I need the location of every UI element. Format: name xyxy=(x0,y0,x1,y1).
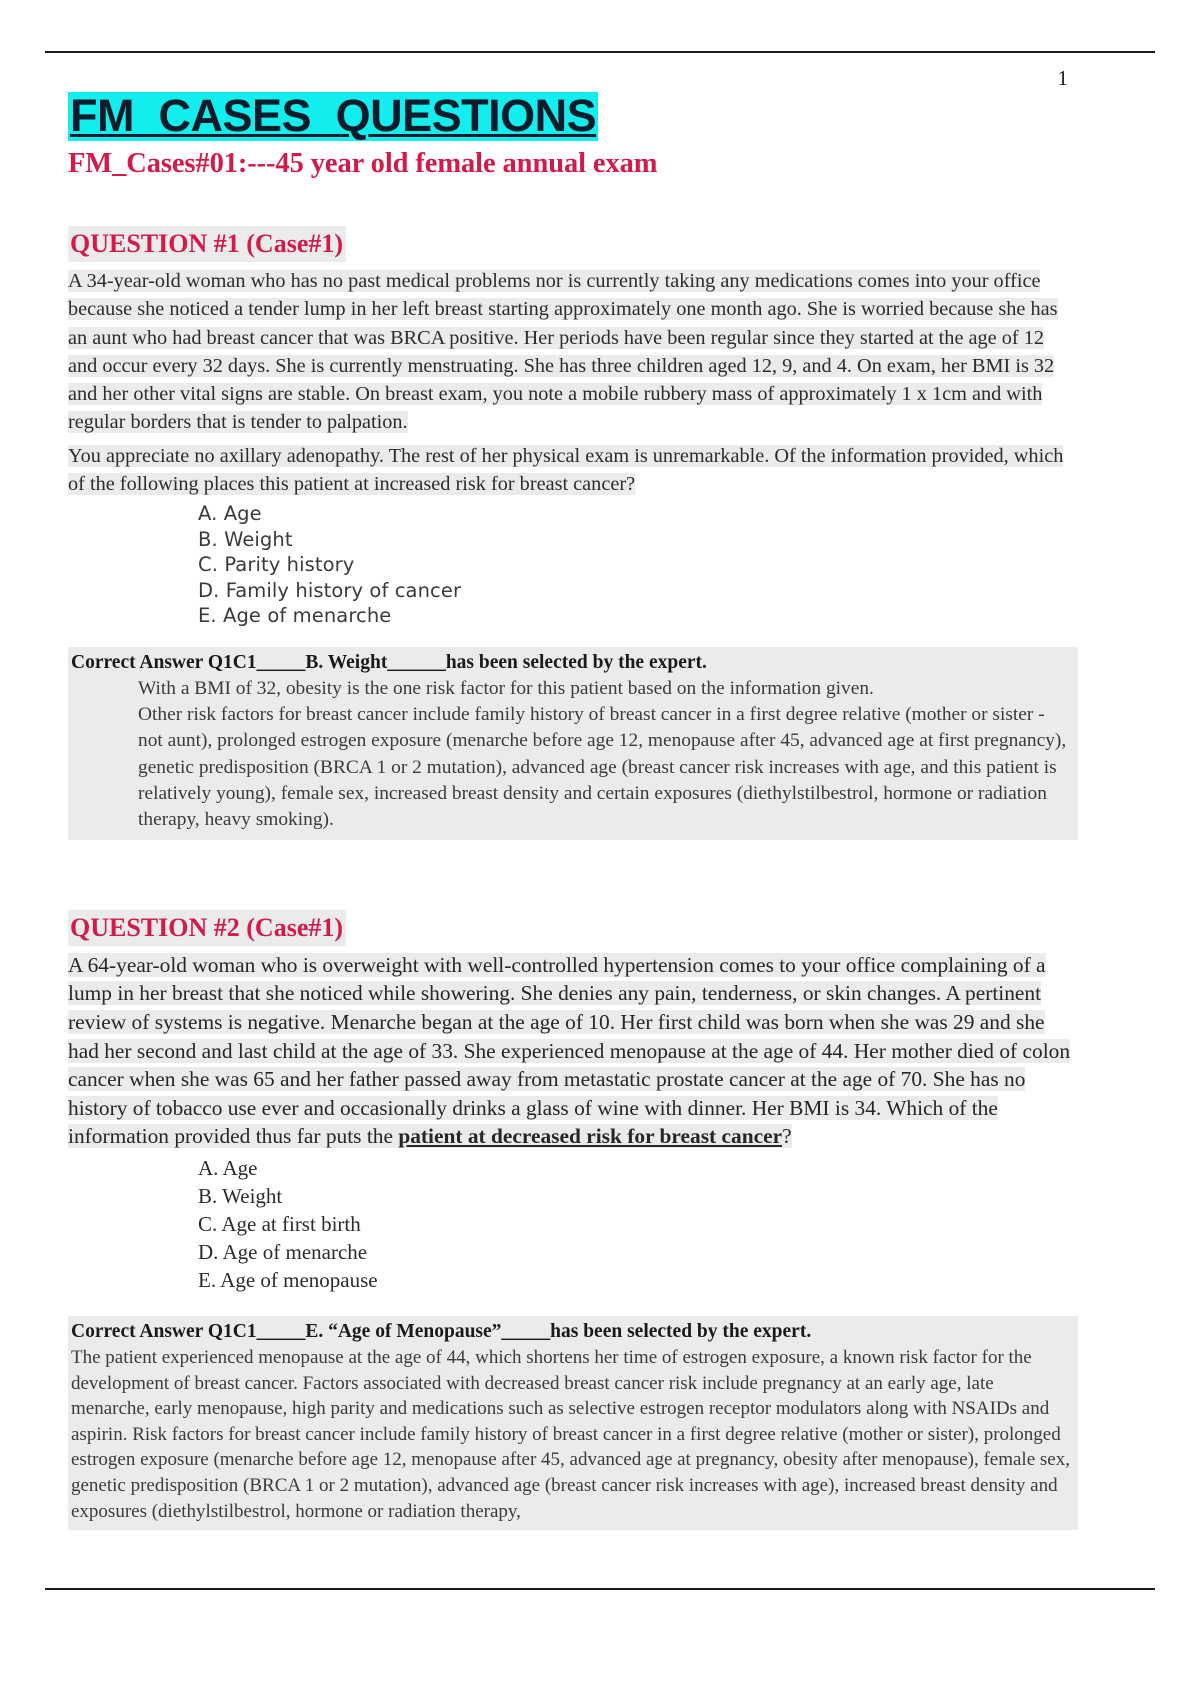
answer-choice: B. Weight xyxy=(305,651,388,673)
option-item[interactable]: C. Age at first birth xyxy=(198,1211,361,1236)
answer-choice: E. “Age of Menopause” xyxy=(305,1320,502,1342)
answer-suffix: has been selected by the expert. xyxy=(445,651,707,673)
question-2-heading: QUESTION #2 (Case#1) xyxy=(68,910,346,946)
question-2-heading-wrap xyxy=(68,910,1078,946)
question-2-answer-header xyxy=(70,1319,1074,1345)
question-2-stem-part1: A 64-year-old woman who is overweight with well-controlled hypertension comes to your office complaining of a lump in her breast that she noticed while showering. She denies any pain, tenderness, or skin changes. A pertinent review of systems is negative. Menarche began at the age of 10. Her first child was born when she was 29 and she had her second and last child at the age of 33. She experienced menopause at the age of 44. Her mother died of colon cancer when she was 65 and her father passed away from metastatic prostate cancer at the age of 70. She has no history of tobacco use ever and occasionally drinks a glass of wine with dinner. Her BMI is 34. Which of the information provided thus far puts the xyxy=(68,952,1071,1149)
question-1-answer-body xyxy=(70,676,1074,834)
question-2-answer-body xyxy=(70,1345,1074,1524)
option-item[interactable]: A. Age xyxy=(198,502,262,526)
question-2-stem xyxy=(68,951,1078,1151)
answer-blank: _____ xyxy=(256,1320,306,1342)
question-2-stem-part2: ? xyxy=(782,1124,792,1149)
answer-blank: _____ xyxy=(501,1320,551,1342)
answer-explanation-1: With a BMI of 32, obesity is the one risk factor for this patient based on the information given. xyxy=(138,677,874,699)
question-1-answer-header xyxy=(70,650,1074,676)
question-2-stem-emphasis: patient at decreased risk for breast cancer xyxy=(398,1124,783,1149)
question-1-stem-text: A 34-year-old woman who has no past medical problems nor is currently taking any medications comes into your office because she noticed a tender lump in her left breast starting approximately one month ago. She is worried because she has an aunt who had breast cancer that was BRCA positive. Her periods have been regular since they started at the age of 12 and occur every 32 days. She is currently menstruating. She has three children aged 12, 9, and 4. On exam, her BMI is 32 and her other vital signs are stable. On breast exam, you note a mobile rubbery mass of approximately 1 x 1cm and with regular borders that is tender to palpation. xyxy=(68,269,1058,434)
answer-suffix: has been selected by the expert. xyxy=(550,1320,812,1342)
option-item[interactable]: B. Weight xyxy=(198,527,293,551)
option-item[interactable]: E. Age of menarche xyxy=(198,604,392,628)
option-item[interactable]: B. Weight xyxy=(198,1183,283,1208)
option-item[interactable]: D. Family history of cancer xyxy=(198,578,462,602)
question-2-options xyxy=(68,1154,1078,1294)
answer-explanation-1: The patient experienced menopause at the age of 44, which shortens her time of estrogen exposure, a known risk factor for the development of breast cancer. Factors associated with decreased breast cancer risk include pregnancy at an early age, late menarche, early menopause, high parity and medications such as selective estrogen receptor modulators along with NSAIDs and aspirin. Risk factors for breast cancer include family history of breast cancer in a first degree relative (mother or sister), prolonged estrogen exposure (menarche before age 12, menopause after 45, advanced age at pregnancy, obesity after menopause), female sex, genetic predisposition (BRCA 1 or 2 mutation), advanced age (breast cancer risk increases with age), increased breast density and exposures (diethylstilbestrol, hormone or radiation therapy, xyxy=(71,1346,1070,1522)
question-1-section xyxy=(68,226,1078,840)
answer-blank: ______ xyxy=(387,651,446,673)
answer-prefix: Correct Answer Q1C1 xyxy=(71,1320,257,1342)
answer-prefix: Correct Answer Q1C1 xyxy=(71,651,257,673)
option-item[interactable]: E. Age of menopause xyxy=(198,1267,378,1292)
question-1-stem-line2-text: You appreciate no axillary adenopathy. The rest of her physical exam is unremarkable. Of the information provided, which of the following places this patient at increased risk for breast cancer? xyxy=(68,444,1064,496)
option-item[interactable]: D. Age of menarche xyxy=(198,1239,368,1264)
question-1-answer-block xyxy=(68,647,1078,840)
question-1-stem-line2 xyxy=(68,442,1078,499)
answer-blank: _____ xyxy=(256,651,306,673)
question-2-answer-block xyxy=(68,1316,1078,1530)
page-number: 1 xyxy=(1057,66,1068,90)
question-1-heading: QUESTION #1 (Case#1) xyxy=(68,226,346,262)
answer-explanation-2: Other risk factors for breast cancer include family history of breast cancer in a first degree relative (mother or sister - not aunt), prolonged estrogen exposure (menarche before age 12, menopause after 45, advanced age at first pregnancy), genetic predisposition (BRCA 1 or 2 mutation), advanced age (breast cancer risk increases with age, and this patient is relatively young), female sex, increased breast density and certain exposures (diethylstilbestrol, hormone or radiation therapy, heavy smoking). xyxy=(138,704,1067,831)
option-item[interactable]: C. Parity history xyxy=(198,553,355,577)
document-title: FM_CASES_QUESTIONS xyxy=(70,90,597,141)
document-content xyxy=(68,92,1078,1530)
question-1-stem xyxy=(68,267,1078,437)
option-item[interactable]: A. Age xyxy=(198,1155,258,1180)
question-2-section xyxy=(68,910,1078,1531)
document-title-wrap xyxy=(68,92,1078,142)
question-1-heading-wrap xyxy=(68,226,1078,262)
header-rule xyxy=(45,51,1155,53)
footer-rule xyxy=(45,1588,1155,1590)
question-1-options xyxy=(68,501,1078,629)
document-subtitle: FM_Cases#01:---45 year old female annual exam xyxy=(68,147,658,179)
